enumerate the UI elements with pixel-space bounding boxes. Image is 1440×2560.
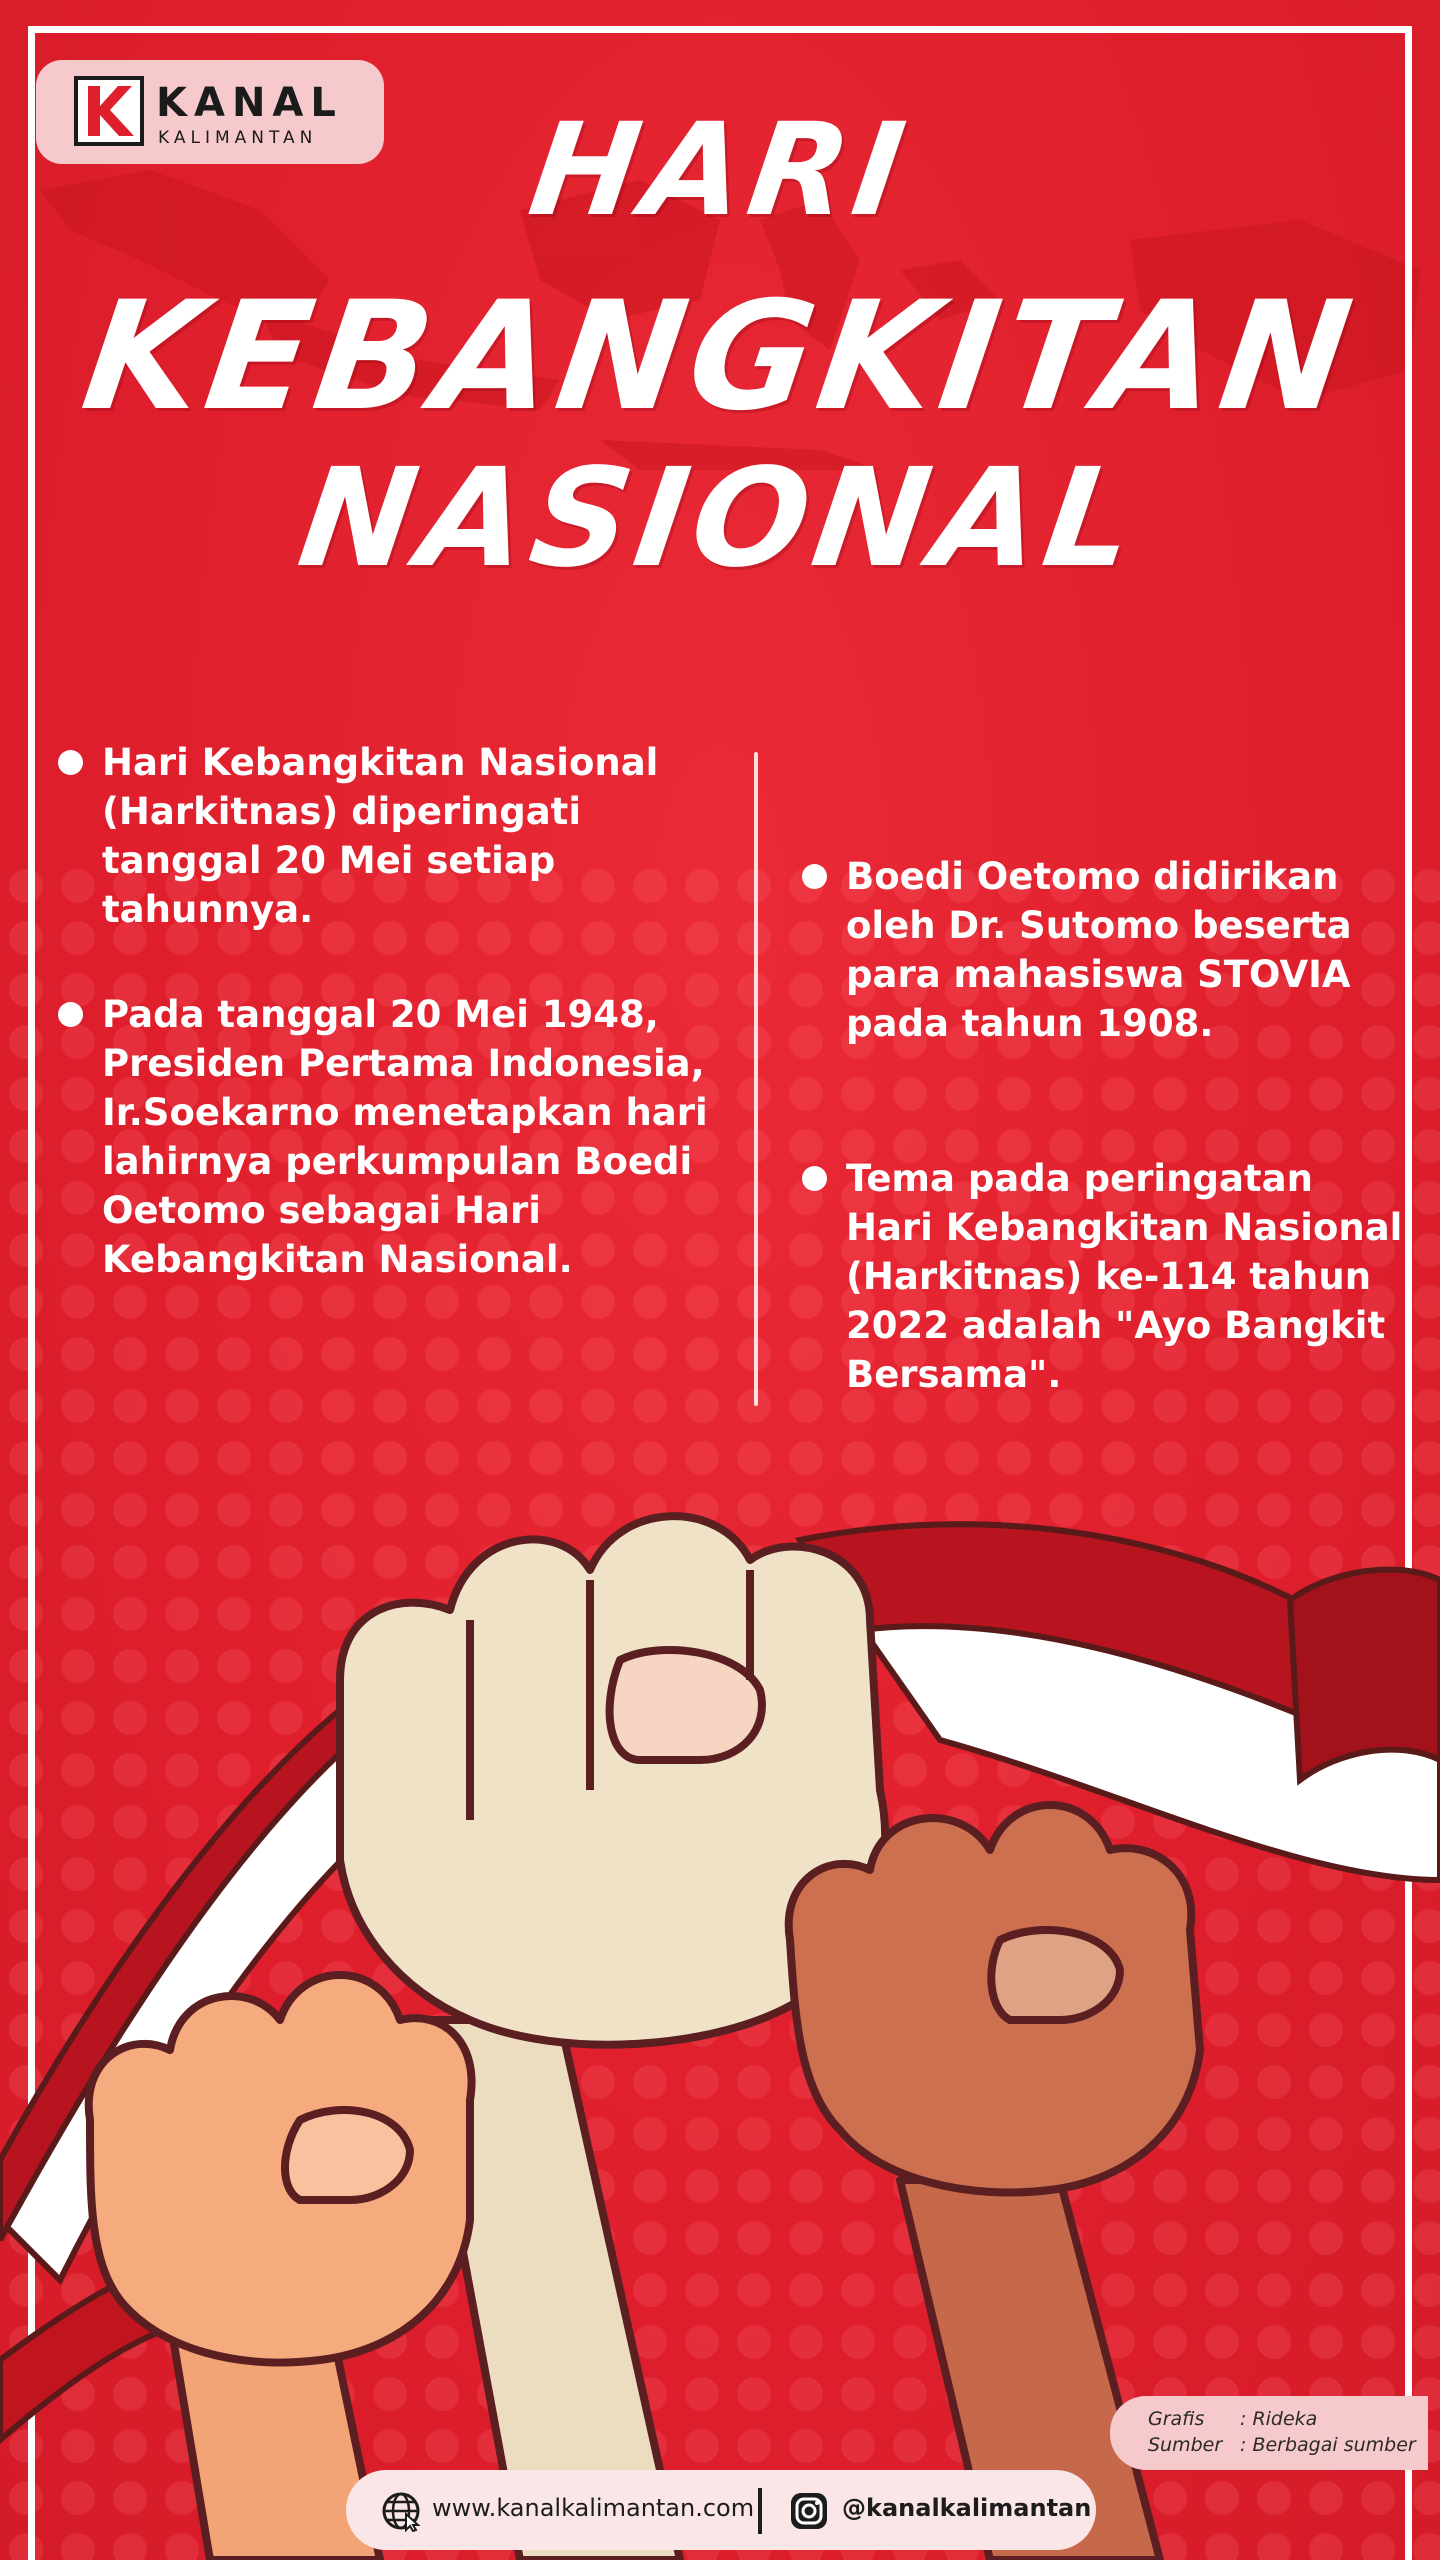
globe-icon [380,2490,422,2532]
fact-item [846,1154,1406,1399]
title-line-3: NASIONAL [290,440,1150,598]
instagram-icon [788,2490,830,2532]
fact-text: Pada tanggal 20 Mei 1948, Presiden Pertama Indonesia, Ir.Soekarno menetapkan hari lahirnya perkumpulan Boedi Oetomo sebagai Hari Kebangkitan Nasional. [102,993,708,1281]
logo-name: KANAL [156,80,343,126]
fact-item [102,990,722,1284]
title-line-2: KEBANGKITAN [73,270,1367,444]
instagram-handle-link[interactable]: @kanalkalimantan [842,2494,1092,2522]
logo-subtitle: KALIMANTAN [158,128,318,148]
sumber-value: : Berbagai sumber [1240,2434,1416,2456]
bullet-dot [802,1166,827,1191]
fact-item [846,852,1366,1048]
bullet-dot [802,864,827,889]
grafis-label: Grafis [1148,2408,1205,2430]
credits-panel [1110,2396,1428,2470]
footer-separator [758,2488,762,2534]
column-divider [754,752,758,1406]
grafis-value: : Rideka [1240,2408,1318,2430]
fact-text: Hari Kebangkitan Nasional (Harkitnas) diperingati tanggal 20 Mei setiap tahunnya. [102,741,659,931]
title-line-1: HARI [521,96,919,245]
bullet-dot [58,750,83,775]
fact-item [102,738,742,934]
website-link[interactable]: www.kanalkalimantan.com [432,2494,755,2522]
footer-bar [346,2470,1096,2550]
bullet-dot [58,1002,83,1027]
fact-text: Boedi Oetomo didirikan oleh Dr. Sutomo beserta para mahasiswa STOVIA pada tahun 1908. [846,855,1352,1045]
credit-grafis-row [1148,2408,1317,2430]
raised-fists-illustration [0,1460,1440,2560]
fact-text: Tema pada peringatan Hari Kebangkitan Nasional (Harkitnas) ke-114 tahun 2022 adalah "Ayo Bangkit Bersama". [846,1157,1403,1396]
sumber-label: Sumber [1148,2434,1223,2456]
credit-sumber-row [1148,2434,1416,2456]
